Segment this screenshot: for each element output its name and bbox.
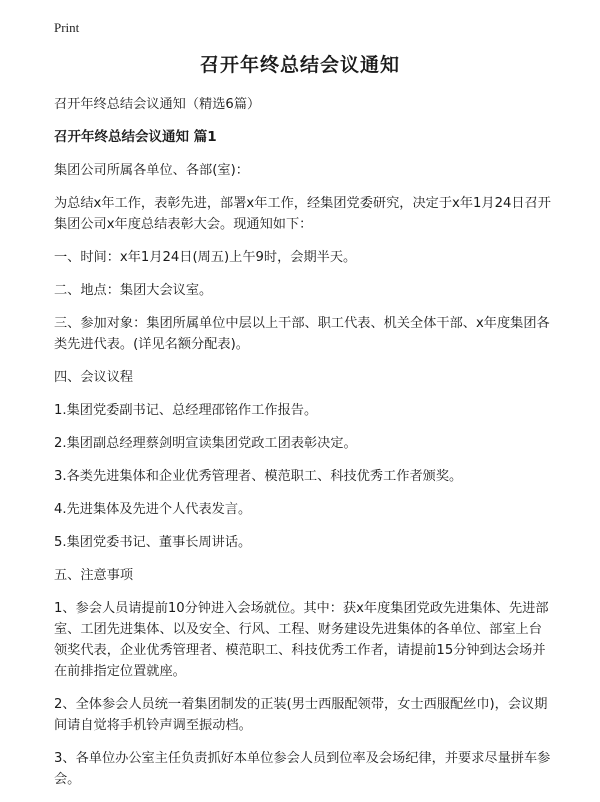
note-item: 2、全体参会人员统一着集团制发的正装(男士西服配领带，女士西服配丝巾)，会议期间请自觉将手机铃声调至振动档。 [54,697,548,733]
heading-notes: 五、注意事项 [54,568,134,583]
note-item: 3、各单位办公室主任负责抓好本单位参会人员到位率及会场纪律，并要求尽量拼车参会。 [54,751,551,787]
paragraph-attendees: 三、参加对象：集团所属单位中层以上干部、职工代表、机关全体干部、x年度集团各类先进代表。(详见名额分配表)。 [54,316,550,352]
agenda-item: 1.集团党委副书记、总经理邵铭作工作报告。 [54,403,318,418]
note-item: 1、参会人员请提前10分钟进入会场就位。其中：获x年度集团党政先进集体、先进部室、工团先进集体、以及安全、行风、工程、财务建设先进集体的各单位、部室上台领奖代表，企业优秀管理者、模范职工、科技优秀工作者，请提前15分钟到达会场并在前排指定位置就座。 [54,601,549,679]
document-subtitle: 召开年终总结会议通知（精选6篇） [54,97,261,112]
paragraph-time: 一、时间：x年1月24日(周五)上午9时，会期半天。 [54,250,357,265]
document-body [54,94,554,802]
agenda-item: 4.先进集体及先进个人代表发言。 [54,502,252,517]
document-title: 召开年终总结会议通知 [199,54,400,76]
agenda-item: 3.各类先进集体和企业优秀管理者、模范职工、科技优秀工作者颁奖。 [54,469,463,484]
agenda-item: 5.集团党委书记、董事长周讲话。 [54,535,252,550]
paragraph-location: 二、地点：集团大会议室。 [54,283,213,298]
agenda-item: 2.集团副总经理蔡剑明宣读集团党政工团表彰决定。 [54,436,357,451]
section-title: 召开年终总结会议通知 篇1 [54,129,217,145]
print-link[interactable]: Print [54,20,80,35]
heading-agenda: 四、会议议程 [54,370,134,385]
paragraph-recipients: 集团公司所属各单位、各部(室)： [54,163,249,178]
paragraph-intro: 为总结x年工作，表彰先进，部署x年工作，经集团党委研究，决定于x年1月24日召开集团公司x年度总结表彰大会。现通知如下： [54,196,551,232]
